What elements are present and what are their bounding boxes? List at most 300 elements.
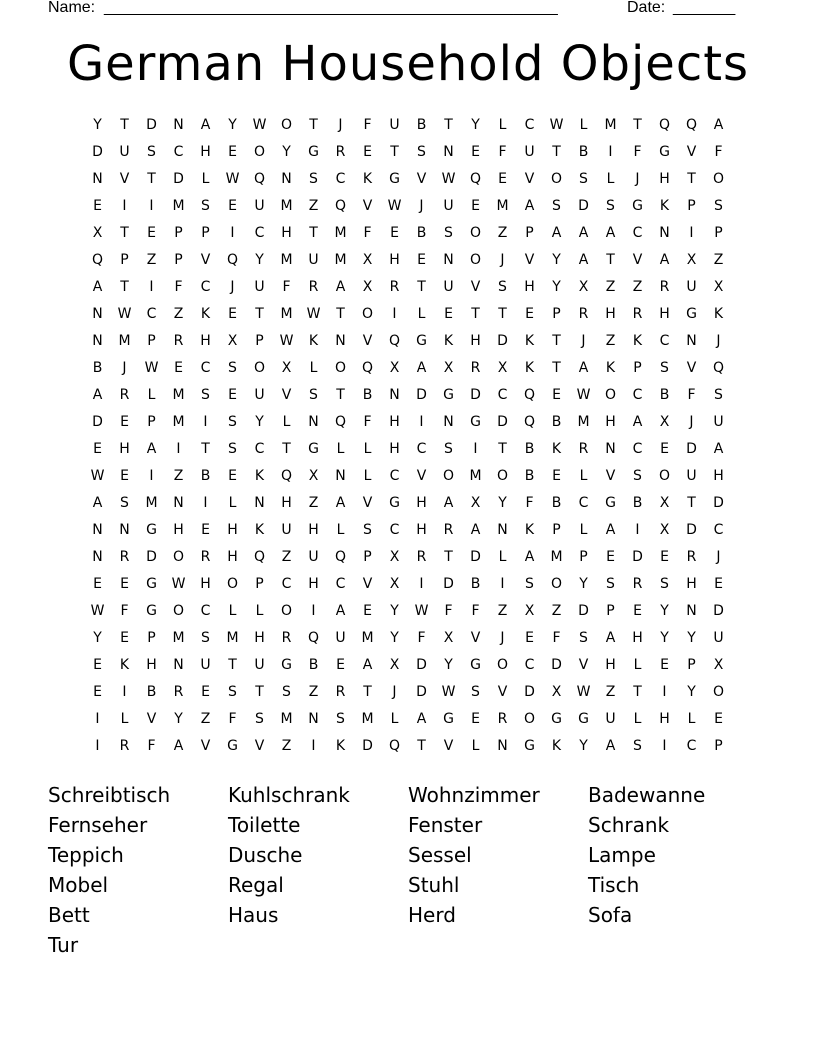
grid-letter: X bbox=[443, 360, 454, 376]
grid-letter: I bbox=[311, 738, 316, 754]
grid-letter: U bbox=[254, 387, 265, 403]
grid-letter: E bbox=[444, 306, 453, 322]
grid-letter: V bbox=[416, 468, 427, 484]
grid-letter: O bbox=[172, 549, 185, 565]
grid-letter: O bbox=[604, 387, 617, 403]
grid-letter: F bbox=[147, 738, 156, 754]
grid-letter: P bbox=[633, 360, 642, 376]
grid-letter: X bbox=[281, 360, 292, 376]
grid-letter: L bbox=[201, 171, 210, 187]
grid-letter: D bbox=[686, 522, 697, 538]
grid-letter: A bbox=[470, 522, 481, 538]
grid-letter: T bbox=[687, 171, 696, 187]
grid-letter: R bbox=[119, 387, 130, 403]
grid-letter: G bbox=[605, 495, 616, 511]
grid-letter: E bbox=[120, 414, 129, 430]
grid-letter: K bbox=[524, 360, 535, 376]
word-list-item: Bett bbox=[48, 903, 90, 927]
grid-letter: M bbox=[226, 630, 239, 646]
grid-letter: Y bbox=[660, 630, 669, 646]
grid-letter: A bbox=[92, 495, 103, 511]
grid-letter: T bbox=[498, 441, 507, 457]
grid-letter: Y bbox=[498, 495, 507, 511]
grid-letter: W bbox=[117, 306, 132, 322]
grid-letter: I bbox=[419, 576, 424, 592]
grid-letter: N bbox=[686, 333, 697, 349]
grid-letter: G bbox=[632, 198, 643, 214]
grid-letter: T bbox=[417, 738, 426, 754]
grid-letter: G bbox=[389, 171, 400, 187]
grid-letter: K bbox=[119, 657, 130, 673]
grid-letter: H bbox=[146, 657, 157, 673]
grid-letter: F bbox=[525, 495, 534, 511]
grid-letter: W bbox=[387, 198, 402, 214]
grid-letter: H bbox=[281, 225, 292, 241]
grid-letter: S bbox=[228, 360, 237, 376]
grid-letter: R bbox=[578, 306, 589, 322]
grid-letter: D bbox=[497, 333, 508, 349]
grid-letter: L bbox=[228, 495, 237, 511]
grid-letter: H bbox=[119, 441, 130, 457]
grid-letter: Y bbox=[390, 630, 399, 646]
grid-letter: M bbox=[280, 306, 293, 322]
grid-letter: L bbox=[336, 522, 345, 538]
grid-letter: C bbox=[200, 603, 211, 619]
grid-letter: N bbox=[443, 252, 454, 268]
grid-letter: S bbox=[417, 144, 426, 160]
grid-letter: U bbox=[605, 711, 616, 727]
grid-letter: Q bbox=[334, 414, 347, 430]
grid-letter: Z bbox=[308, 684, 319, 700]
grid-letter: E bbox=[417, 252, 426, 268]
grid-letter: N bbox=[92, 522, 103, 538]
grid-letter: B bbox=[551, 495, 562, 511]
grid-letter: L bbox=[687, 711, 696, 727]
grid-letter: G bbox=[146, 576, 157, 592]
grid-letter: V bbox=[362, 576, 373, 592]
grid-letter: S bbox=[336, 711, 345, 727]
grid-letter: S bbox=[714, 387, 723, 403]
name-field-line: ___________________________________________________ bbox=[104, 0, 558, 16]
grid-letter: Y bbox=[174, 711, 183, 727]
grid-letter: C bbox=[146, 306, 157, 322]
grid-letter: S bbox=[228, 684, 237, 700]
word-list-item: Mobel bbox=[48, 873, 109, 897]
grid-letter: M bbox=[145, 495, 158, 511]
grid-letter: S bbox=[201, 630, 210, 646]
grid-letter: W bbox=[225, 171, 240, 187]
grid-letter: L bbox=[579, 468, 588, 484]
grid-letter: Y bbox=[390, 603, 399, 619]
grid-letter: T bbox=[309, 225, 318, 241]
word-list-item: Sessel bbox=[408, 843, 472, 867]
grid-letter: E bbox=[147, 225, 156, 241]
grid-letter: S bbox=[714, 198, 723, 214]
grid-letter: O bbox=[334, 360, 347, 376]
grid-letter: W bbox=[441, 684, 456, 700]
grid-letter: N bbox=[686, 603, 697, 619]
grid-letter: F bbox=[687, 387, 696, 403]
word-list-item: Herd bbox=[408, 903, 456, 927]
grid-letter: A bbox=[578, 252, 589, 268]
grid-letter: L bbox=[309, 360, 318, 376]
grid-letter: V bbox=[200, 252, 211, 268]
grid-letter: E bbox=[471, 144, 480, 160]
grid-letter: T bbox=[282, 441, 291, 457]
grid-letter: S bbox=[606, 198, 615, 214]
word-list-item: Sofa bbox=[588, 903, 633, 927]
grid-letter: M bbox=[496, 198, 509, 214]
grid-letter: L bbox=[471, 738, 480, 754]
grid-letter: X bbox=[389, 576, 400, 592]
grid-letter: S bbox=[363, 522, 372, 538]
grid-letter: X bbox=[362, 252, 373, 268]
grid-letter: O bbox=[523, 711, 536, 727]
word-list-item: Haus bbox=[228, 903, 279, 927]
grid-letter: U bbox=[281, 522, 292, 538]
grid-letter: J bbox=[392, 684, 397, 700]
grid-letter: O bbox=[280, 117, 293, 133]
grid-letter: L bbox=[579, 117, 588, 133]
grid-letter: V bbox=[632, 252, 643, 268]
grid-letter: T bbox=[687, 495, 696, 511]
grid-letter: F bbox=[714, 144, 723, 160]
grid-letter: Q bbox=[280, 468, 293, 484]
grid-letter: K bbox=[551, 738, 562, 754]
grid-row bbox=[84, 625, 732, 652]
grid-letter: D bbox=[92, 144, 103, 160]
grid-letter: Y bbox=[93, 117, 102, 133]
grid-letter: C bbox=[335, 171, 346, 187]
grid-letter: X bbox=[443, 630, 454, 646]
grid-letter: T bbox=[120, 117, 129, 133]
grid-letter: H bbox=[605, 306, 616, 322]
grid-letter: H bbox=[659, 306, 670, 322]
grid-letter: R bbox=[443, 522, 454, 538]
grid-row bbox=[84, 355, 732, 382]
grid-letter: A bbox=[92, 279, 103, 295]
grid-letter: D bbox=[416, 387, 427, 403]
grid-letter: P bbox=[552, 522, 561, 538]
grid-letter: S bbox=[660, 576, 669, 592]
grid-letter: J bbox=[500, 252, 505, 268]
grid-letter: T bbox=[336, 306, 345, 322]
grid-letter: H bbox=[659, 711, 670, 727]
grid-letter: Y bbox=[255, 252, 264, 268]
grid-letter: E bbox=[471, 711, 480, 727]
grid-letter: M bbox=[172, 198, 185, 214]
grid-letter: L bbox=[417, 306, 426, 322]
grid-letter: E bbox=[93, 198, 102, 214]
grid-letter: B bbox=[551, 414, 562, 430]
word-list-item: Kuhlschrank bbox=[228, 783, 350, 807]
grid-letter: X bbox=[389, 360, 400, 376]
grid-letter: H bbox=[308, 522, 319, 538]
grid-letter: R bbox=[578, 441, 589, 457]
grid-row bbox=[84, 112, 732, 139]
grid-letter: G bbox=[146, 603, 157, 619]
grid-letter: B bbox=[416, 225, 427, 241]
grid-letter: H bbox=[632, 630, 643, 646]
grid-letter: C bbox=[686, 738, 697, 754]
grid-letter: B bbox=[659, 387, 670, 403]
letter-grid bbox=[84, 112, 732, 760]
grid-letter: C bbox=[524, 117, 535, 133]
grid-letter: M bbox=[334, 252, 347, 268]
grid-letter: Y bbox=[93, 630, 102, 646]
grid-letter: V bbox=[686, 144, 697, 160]
word-list-item: Regal bbox=[228, 873, 284, 897]
grid-letter: Q bbox=[334, 198, 347, 214]
grid-letter: R bbox=[119, 738, 130, 754]
grid-letter: P bbox=[174, 252, 183, 268]
grid-letter: R bbox=[173, 684, 184, 700]
grid-letter: P bbox=[255, 576, 264, 592]
word-list-item: Wohnzimmer bbox=[408, 783, 540, 807]
grid-letter: Q bbox=[307, 630, 320, 646]
grid-letter: F bbox=[228, 711, 237, 727]
grid-letter: F bbox=[363, 117, 372, 133]
grid-letter: W bbox=[306, 306, 321, 322]
grid-letter: O bbox=[253, 144, 266, 160]
grid-letter: E bbox=[120, 630, 129, 646]
grid-letter: M bbox=[361, 630, 374, 646]
grid-letter: A bbox=[713, 117, 724, 133]
grid-letter: E bbox=[525, 630, 534, 646]
grid-letter: H bbox=[227, 522, 238, 538]
grid-row bbox=[84, 490, 732, 517]
grid-letter: W bbox=[576, 684, 591, 700]
grid-letter: A bbox=[578, 225, 589, 241]
grid-letter: U bbox=[335, 630, 346, 646]
grid-letter: E bbox=[174, 360, 183, 376]
word-list-item: Toilette bbox=[228, 813, 301, 837]
grid-letter: B bbox=[524, 441, 535, 457]
grid-letter: H bbox=[605, 657, 616, 673]
grid-letter: O bbox=[253, 360, 266, 376]
grid-letter: F bbox=[282, 279, 291, 295]
grid-letter: N bbox=[443, 144, 454, 160]
grid-letter: A bbox=[605, 738, 616, 754]
grid-row bbox=[84, 193, 732, 220]
grid-letter: O bbox=[226, 576, 239, 592]
grid-letter: C bbox=[281, 576, 292, 592]
grid-letter: D bbox=[713, 603, 724, 619]
grid-letter: Z bbox=[605, 279, 616, 295]
grid-letter: V bbox=[362, 198, 373, 214]
grid-letter: O bbox=[550, 576, 563, 592]
grid-letter: X bbox=[578, 279, 589, 295]
grid-letter: P bbox=[579, 549, 588, 565]
grid-letter: N bbox=[497, 522, 508, 538]
date-label: Date: bbox=[627, 0, 666, 16]
grid-letter: D bbox=[497, 414, 508, 430]
grid-letter: P bbox=[147, 630, 156, 646]
grid-letter: A bbox=[605, 522, 616, 538]
grid-letter: Z bbox=[308, 495, 319, 511]
grid-letter: J bbox=[716, 333, 721, 349]
grid-letter: H bbox=[713, 468, 724, 484]
grid-letter: M bbox=[469, 468, 482, 484]
grid-letter: T bbox=[444, 549, 453, 565]
grid-letter: N bbox=[443, 414, 454, 430]
grid-letter: N bbox=[308, 414, 319, 430]
grid-letter: U bbox=[713, 414, 724, 430]
grid-letter: Z bbox=[497, 603, 508, 619]
grid-letter: B bbox=[362, 387, 373, 403]
grid-letter: P bbox=[714, 225, 723, 241]
grid-letter: T bbox=[363, 684, 372, 700]
grid-letter: D bbox=[416, 657, 427, 673]
grid-letter: G bbox=[281, 657, 292, 673]
grid-letter: A bbox=[659, 252, 670, 268]
grid-letter: P bbox=[606, 603, 615, 619]
grid-letter: V bbox=[605, 468, 616, 484]
grid-letter: X bbox=[308, 468, 319, 484]
grid-letter: K bbox=[308, 333, 319, 349]
grid-letter: R bbox=[659, 279, 670, 295]
grid-letter: K bbox=[632, 333, 643, 349]
grid-letter: B bbox=[470, 576, 481, 592]
grid-letter: Z bbox=[605, 684, 616, 700]
grid-letter: Q bbox=[334, 549, 347, 565]
grid-letter: L bbox=[498, 117, 507, 133]
grid-row bbox=[84, 328, 732, 355]
grid-letter: S bbox=[444, 225, 453, 241]
grid-letter: L bbox=[498, 549, 507, 565]
grid-letter: U bbox=[686, 279, 697, 295]
grid-letter: H bbox=[416, 495, 427, 511]
grid-letter: T bbox=[255, 306, 264, 322]
grid-letter: D bbox=[632, 549, 643, 565]
grid-letter: E bbox=[660, 549, 669, 565]
grid-letter: F bbox=[471, 603, 480, 619]
grid-letter: T bbox=[552, 144, 561, 160]
grid-letter: C bbox=[200, 279, 211, 295]
grid-letter: U bbox=[200, 657, 211, 673]
grid-letter: X bbox=[470, 495, 481, 511]
grid-letter: L bbox=[255, 603, 264, 619]
grid-row bbox=[84, 517, 732, 544]
grid-letter: H bbox=[659, 171, 670, 187]
grid-letter: P bbox=[525, 225, 534, 241]
grid-letter: M bbox=[280, 198, 293, 214]
grid-letter: T bbox=[147, 171, 156, 187]
grid-letter: P bbox=[120, 252, 129, 268]
grid-letter: Q bbox=[469, 171, 482, 187]
grid-letter: I bbox=[149, 468, 154, 484]
grid-letter: W bbox=[144, 360, 159, 376]
grid-letter: Z bbox=[281, 738, 292, 754]
grid-row bbox=[84, 652, 732, 679]
grid-letter: Y bbox=[579, 738, 588, 754]
grid-letter: H bbox=[389, 441, 400, 457]
grid-letter: E bbox=[714, 576, 723, 592]
grid-letter: D bbox=[524, 684, 535, 700]
word-list-item: Badewanne bbox=[588, 783, 706, 807]
grid-letter: F bbox=[363, 225, 372, 241]
grid-letter: R bbox=[470, 360, 481, 376]
grid-letter: H bbox=[173, 522, 184, 538]
grid-letter: Y bbox=[282, 144, 291, 160]
grid-letter: C bbox=[632, 441, 643, 457]
grid-letter: S bbox=[471, 684, 480, 700]
grid-letter: A bbox=[632, 414, 643, 430]
grid-letter: F bbox=[417, 630, 426, 646]
grid-letter: X bbox=[659, 522, 670, 538]
grid-letter: C bbox=[632, 387, 643, 403]
grid-letter: W bbox=[90, 603, 105, 619]
grid-letter: C bbox=[389, 468, 400, 484]
name-label: Name: bbox=[48, 0, 96, 16]
grid-letter: E bbox=[93, 576, 102, 592]
grid-letter: E bbox=[201, 522, 210, 538]
grid-letter: E bbox=[633, 603, 642, 619]
grid-letter: V bbox=[281, 387, 292, 403]
grid-letter: T bbox=[390, 144, 399, 160]
word-list-item: Fenster bbox=[408, 813, 483, 837]
grid-letter: W bbox=[414, 603, 429, 619]
grid-letter: Z bbox=[551, 603, 562, 619]
grid-letter: H bbox=[605, 414, 616, 430]
grid-letter: X bbox=[389, 549, 400, 565]
grid-letter: N bbox=[119, 522, 130, 538]
grid-letter: Y bbox=[660, 603, 669, 619]
grid-letter: D bbox=[470, 387, 481, 403]
grid-letter: S bbox=[255, 711, 264, 727]
grid-letter: G bbox=[227, 738, 238, 754]
grid-letter: Z bbox=[146, 252, 157, 268]
grid-letter: X bbox=[713, 657, 724, 673]
grid-letter: R bbox=[335, 684, 346, 700]
grid-letter: I bbox=[392, 306, 397, 322]
grid-letter: H bbox=[200, 576, 211, 592]
grid-letter: E bbox=[552, 468, 561, 484]
grid-letter: E bbox=[363, 144, 372, 160]
grid-letter: I bbox=[230, 225, 235, 241]
grid-letter: P bbox=[147, 414, 156, 430]
grid-letter: U bbox=[443, 198, 454, 214]
grid-letter: G bbox=[578, 711, 589, 727]
grid-letter: L bbox=[336, 441, 345, 457]
grid-letter: Q bbox=[523, 387, 536, 403]
grid-letter: R bbox=[632, 576, 643, 592]
grid-letter: M bbox=[172, 630, 185, 646]
grid-letter: S bbox=[120, 495, 129, 511]
grid-letter: A bbox=[605, 225, 616, 241]
grid-letter: D bbox=[470, 549, 481, 565]
grid-letter: I bbox=[95, 738, 100, 754]
grid-letter: V bbox=[524, 171, 535, 187]
grid-letter: I bbox=[203, 495, 208, 511]
grid-letter: F bbox=[120, 603, 129, 619]
grid-letter: R bbox=[281, 630, 292, 646]
grid-row bbox=[84, 463, 732, 490]
grid-letter: S bbox=[633, 738, 642, 754]
grid-letter: N bbox=[173, 117, 184, 133]
grid-letter: O bbox=[280, 603, 293, 619]
grid-letter: E bbox=[228, 387, 237, 403]
grid-letter: U bbox=[443, 279, 454, 295]
grid-letter: N bbox=[92, 306, 103, 322]
grid-letter: D bbox=[146, 117, 157, 133]
grid-letter: L bbox=[633, 657, 642, 673]
grid-letter: C bbox=[632, 225, 643, 241]
grid-letter: K bbox=[254, 468, 265, 484]
word-list bbox=[48, 780, 768, 960]
grid-letter: H bbox=[389, 414, 400, 430]
grid-letter: A bbox=[92, 387, 103, 403]
